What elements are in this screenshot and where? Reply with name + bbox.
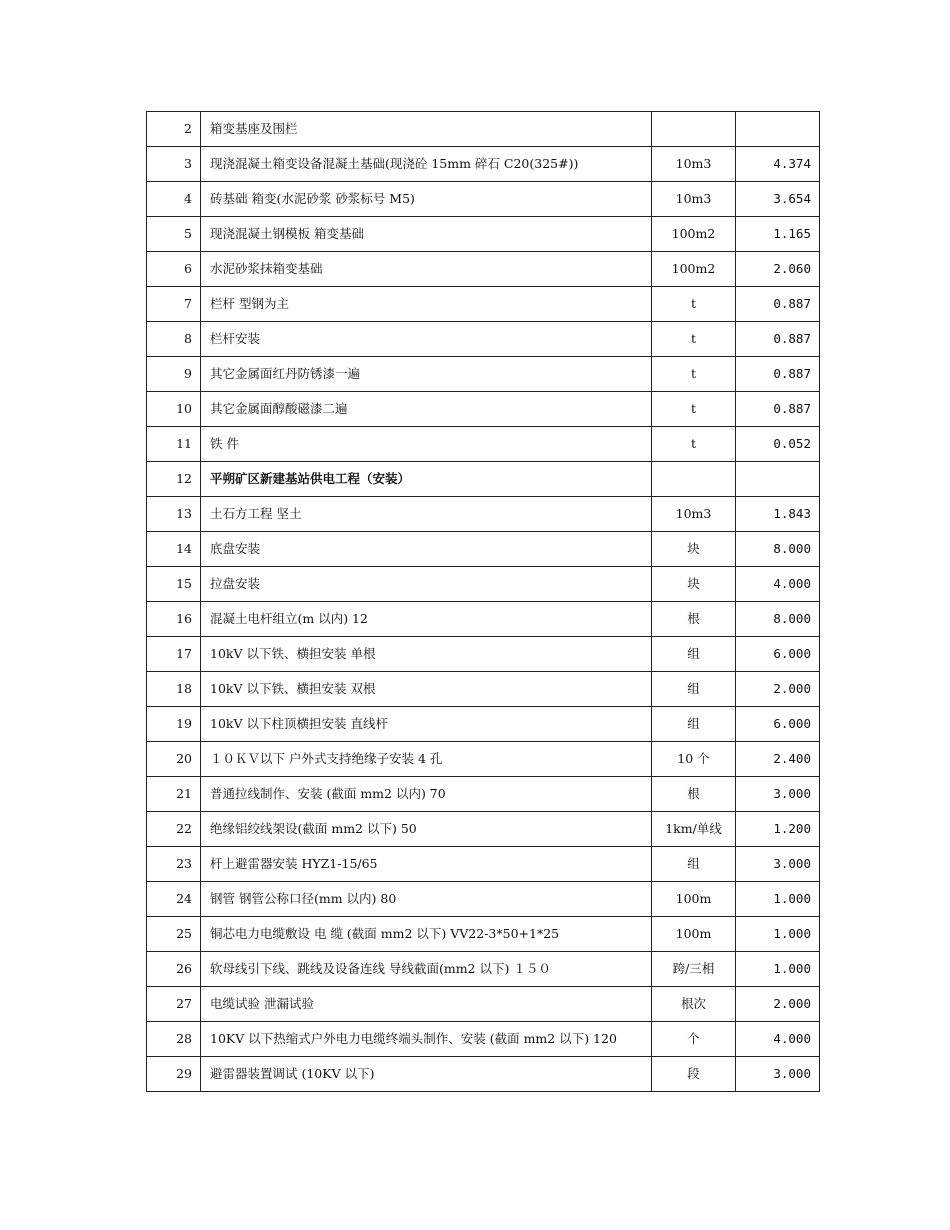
table-row (147, 952, 820, 987)
item-number: 25 (147, 917, 201, 952)
item-unit: 10m3 (652, 147, 736, 182)
item-number: 10 (147, 392, 201, 427)
item-number: 22 (147, 812, 201, 847)
item-description: 10KV 以下热缩式户外电力电缆终端头制作、安装 (截面 mm2 以下) 120 (201, 1022, 652, 1057)
item-unit: 100m2 (652, 252, 736, 287)
table-row (147, 602, 820, 637)
item-description: 电缆试验 泄漏试验 (201, 987, 652, 1022)
item-description: 避雷器装置调试 (10KV 以下) (201, 1057, 652, 1092)
item-quantity: 8.000 (736, 602, 820, 637)
table-row (147, 882, 820, 917)
item-unit: 块 (652, 532, 736, 567)
item-quantity: 3.000 (736, 847, 820, 882)
item-quantity: 2.400 (736, 742, 820, 777)
item-unit: t (652, 357, 736, 392)
item-description: 10kV 以下铁、横担安装 单根 (201, 637, 652, 672)
item-unit: 跨/三相 (652, 952, 736, 987)
item-number: 23 (147, 847, 201, 882)
item-number: 18 (147, 672, 201, 707)
table-row (147, 497, 820, 532)
item-quantity: 0.887 (736, 287, 820, 322)
item-description: 栏杆 型钢为主 (201, 287, 652, 322)
item-unit: 根次 (652, 987, 736, 1022)
item-quantity: 3.654 (736, 182, 820, 217)
item-description: 其它金属面红丹防锈漆一遍 (201, 357, 652, 392)
table-row (147, 567, 820, 602)
table-row (147, 532, 820, 567)
item-unit: 根 (652, 602, 736, 637)
item-quantity: 1.200 (736, 812, 820, 847)
item-unit: 1km/单线 (652, 812, 736, 847)
table-row (147, 322, 820, 357)
table-row (147, 812, 820, 847)
table-body (147, 112, 820, 1092)
item-description: 水泥砂浆抹箱变基础 (201, 252, 652, 287)
item-unit: 100m (652, 882, 736, 917)
item-description: 绝缘铝绞线架设(截面 mm2 以下) 50 (201, 812, 652, 847)
item-number: 28 (147, 1022, 201, 1057)
item-number: 19 (147, 707, 201, 742)
item-quantity: 1.843 (736, 497, 820, 532)
table-row (147, 917, 820, 952)
item-unit: t (652, 287, 736, 322)
item-quantity: 4.374 (736, 147, 820, 182)
item-description: 现浇混凝土钢模板 箱变基础 (201, 217, 652, 252)
item-quantity: 1.000 (736, 952, 820, 987)
item-description: 软母线引下线、跳线及设备连线 导线截面(mm2 以下) １５０ (201, 952, 652, 987)
item-number: 6 (147, 252, 201, 287)
item-unit: 根 (652, 777, 736, 812)
item-description: 普通拉线制作、安装 (截面 mm2 以内) 70 (201, 777, 652, 812)
item-quantity: 0.887 (736, 322, 820, 357)
table-row (147, 987, 820, 1022)
item-number: 7 (147, 287, 201, 322)
section-header-row (147, 462, 820, 497)
item-description: 砖基础 箱变(水泥砂浆 砂浆标号 M5) (201, 182, 652, 217)
table-row (147, 707, 820, 742)
item-description: 混凝土电杆组立(m 以内) 12 (201, 602, 652, 637)
item-description: 杆上避雷器安装 HYZ1-15/65 (201, 847, 652, 882)
item-quantity: 1.165 (736, 217, 820, 252)
item-unit: 个 (652, 1022, 736, 1057)
item-number: 17 (147, 637, 201, 672)
item-unit: 100m2 (652, 217, 736, 252)
table-row (147, 217, 820, 252)
table-row (147, 182, 820, 217)
table-row (147, 777, 820, 812)
table-row (147, 357, 820, 392)
item-unit: 块 (652, 567, 736, 602)
item-description: １０ＫＶ以下 户外式支持绝缘子安装 4 孔 (201, 742, 652, 777)
item-unit: t (652, 427, 736, 462)
item-number: 4 (147, 182, 201, 217)
item-quantity: 6.000 (736, 637, 820, 672)
table-row (147, 637, 820, 672)
item-number: 27 (147, 987, 201, 1022)
item-number: 21 (147, 777, 201, 812)
item-quantity: 4.000 (736, 567, 820, 602)
table-row (147, 427, 820, 462)
item-unit (652, 462, 736, 497)
item-unit: 组 (652, 672, 736, 707)
item-quantity: 4.000 (736, 1022, 820, 1057)
item-description: 平朔矿区新建基站供电工程（安装） (201, 462, 652, 497)
item-description: 其它金属面醇酸磁漆二遍 (201, 392, 652, 427)
table-row (147, 392, 820, 427)
item-unit: 10m3 (652, 497, 736, 532)
item-quantity: 0.052 (736, 427, 820, 462)
item-number: 12 (147, 462, 201, 497)
item-unit: 组 (652, 707, 736, 742)
table-row (147, 252, 820, 287)
item-unit: 组 (652, 637, 736, 672)
item-quantity (736, 112, 820, 147)
item-number: 20 (147, 742, 201, 777)
table-row (147, 112, 820, 147)
item-description: 钢管 钢管公称口径(mm 以内) 80 (201, 882, 652, 917)
item-quantity: 1.000 (736, 882, 820, 917)
item-description: 铜芯电力电缆敷设 电 缆 (截面 mm2 以下) VV22-3*50+1*25 (201, 917, 652, 952)
item-quantity: 2.000 (736, 672, 820, 707)
item-quantity: 3.000 (736, 777, 820, 812)
table-row (147, 847, 820, 882)
item-description: 10kV 以下铁、横担安装 双根 (201, 672, 652, 707)
item-unit: 10m3 (652, 182, 736, 217)
item-number: 9 (147, 357, 201, 392)
table-row (147, 147, 820, 182)
table-row (147, 1057, 820, 1092)
item-quantity: 1.000 (736, 917, 820, 952)
item-unit: t (652, 392, 736, 427)
item-unit: t (652, 322, 736, 357)
item-description: 铁 件 (201, 427, 652, 462)
item-description: 箱变基座及围栏 (201, 112, 652, 147)
quantities-table (146, 111, 820, 1092)
item-number: 11 (147, 427, 201, 462)
table-row (147, 1022, 820, 1057)
item-description: 土石方工程 坚土 (201, 497, 652, 532)
item-quantity: 0.887 (736, 392, 820, 427)
item-number: 15 (147, 567, 201, 602)
item-unit (652, 112, 736, 147)
item-unit: 10 个 (652, 742, 736, 777)
item-number: 3 (147, 147, 201, 182)
item-description: 拉盘安装 (201, 567, 652, 602)
item-unit: 100m (652, 917, 736, 952)
item-unit: 组 (652, 847, 736, 882)
table-row (147, 742, 820, 777)
item-number: 5 (147, 217, 201, 252)
item-description: 栏杆安装 (201, 322, 652, 357)
item-number: 29 (147, 1057, 201, 1092)
item-number: 16 (147, 602, 201, 637)
item-quantity: 2.000 (736, 987, 820, 1022)
item-description: 底盘安装 (201, 532, 652, 567)
item-quantity: 6.000 (736, 707, 820, 742)
item-quantity: 0.887 (736, 357, 820, 392)
item-number: 13 (147, 497, 201, 532)
item-number: 14 (147, 532, 201, 567)
item-quantity: 8.000 (736, 532, 820, 567)
bill-of-quantities (146, 111, 819, 1092)
table-row (147, 672, 820, 707)
table-row (147, 287, 820, 322)
item-number: 8 (147, 322, 201, 357)
item-number: 24 (147, 882, 201, 917)
item-unit: 段 (652, 1057, 736, 1092)
item-quantity (736, 462, 820, 497)
item-description: 10kV 以下柱顶横担安装 直线杆 (201, 707, 652, 742)
item-quantity: 2.060 (736, 252, 820, 287)
item-description: 现浇混凝土箱变设备混凝土基础(现浇砼 15mm 碎石 C20(325#)) (201, 147, 652, 182)
item-number: 26 (147, 952, 201, 987)
item-number: 2 (147, 112, 201, 147)
item-quantity: 3.000 (736, 1057, 820, 1092)
